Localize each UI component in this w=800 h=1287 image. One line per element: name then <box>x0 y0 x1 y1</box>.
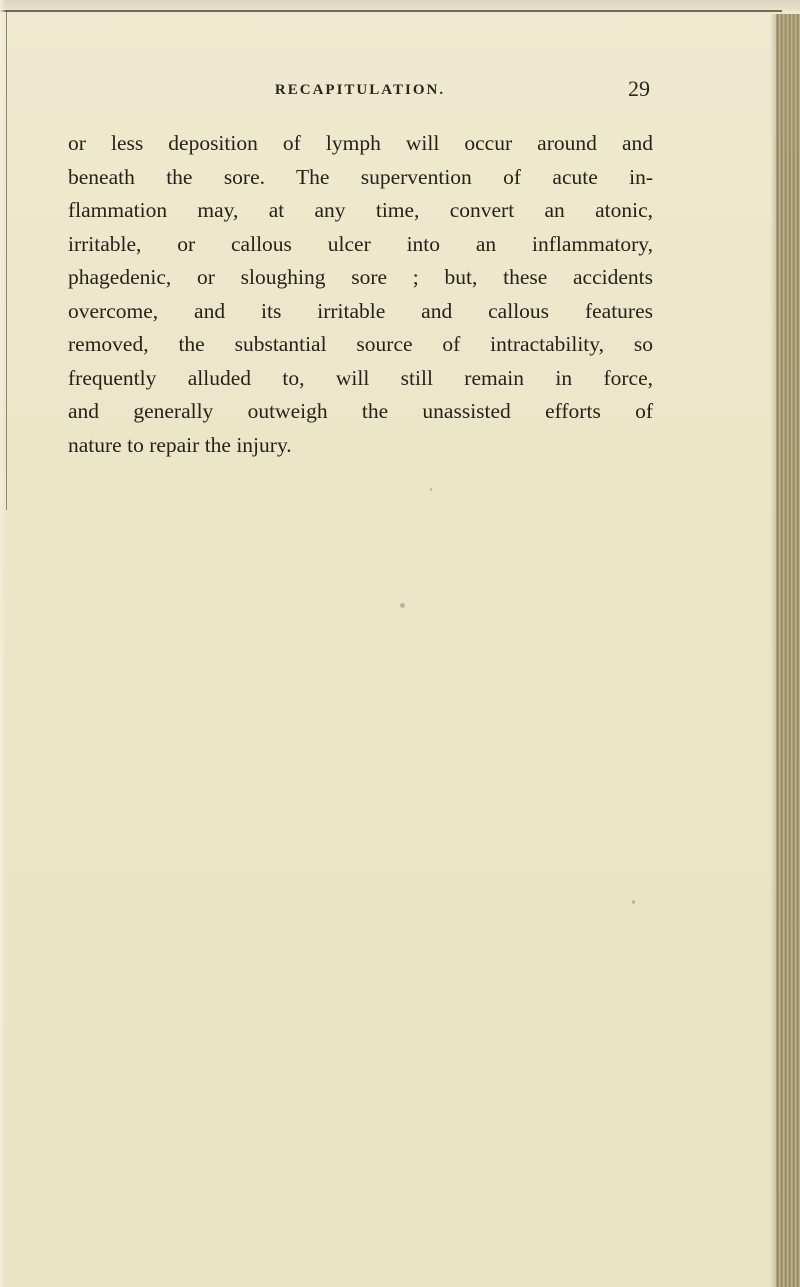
text-line: irritable, or callous ulcer into an inflammatory, <box>68 231 653 256</box>
body-paragraph <box>68 127 653 462</box>
text-line: and generally outweigh the unassisted efforts of <box>68 399 653 423</box>
paper-speck <box>430 488 432 491</box>
page-top-border <box>0 10 782 12</box>
text-line: frequently alluded to, will still remain in force, <box>68 365 653 390</box>
page-left-border <box>6 10 7 510</box>
running-head: RECAPITULATION. <box>274 82 446 98</box>
text-line: or less deposition of lymph will occur around and <box>68 131 653 155</box>
text-line: beneath the sore. The supervention of acute in- <box>68 164 653 189</box>
paper-speck <box>632 900 635 904</box>
page-header <box>68 78 652 108</box>
text-line: flammation may, at any time, convert an atonic, <box>68 198 653 222</box>
text-line: phagedenic, or sloughing sore ; but, these accidents <box>68 265 653 289</box>
text-line: nature to repair the injury. <box>68 432 292 457</box>
page-number: 29 <box>628 76 650 101</box>
paper-speck <box>400 603 405 608</box>
book-fore-edge <box>776 14 800 1287</box>
text-line: removed, the substantial source of intractability, so <box>68 332 653 356</box>
text-line: overcome, and its irritable and callous features <box>68 298 653 323</box>
